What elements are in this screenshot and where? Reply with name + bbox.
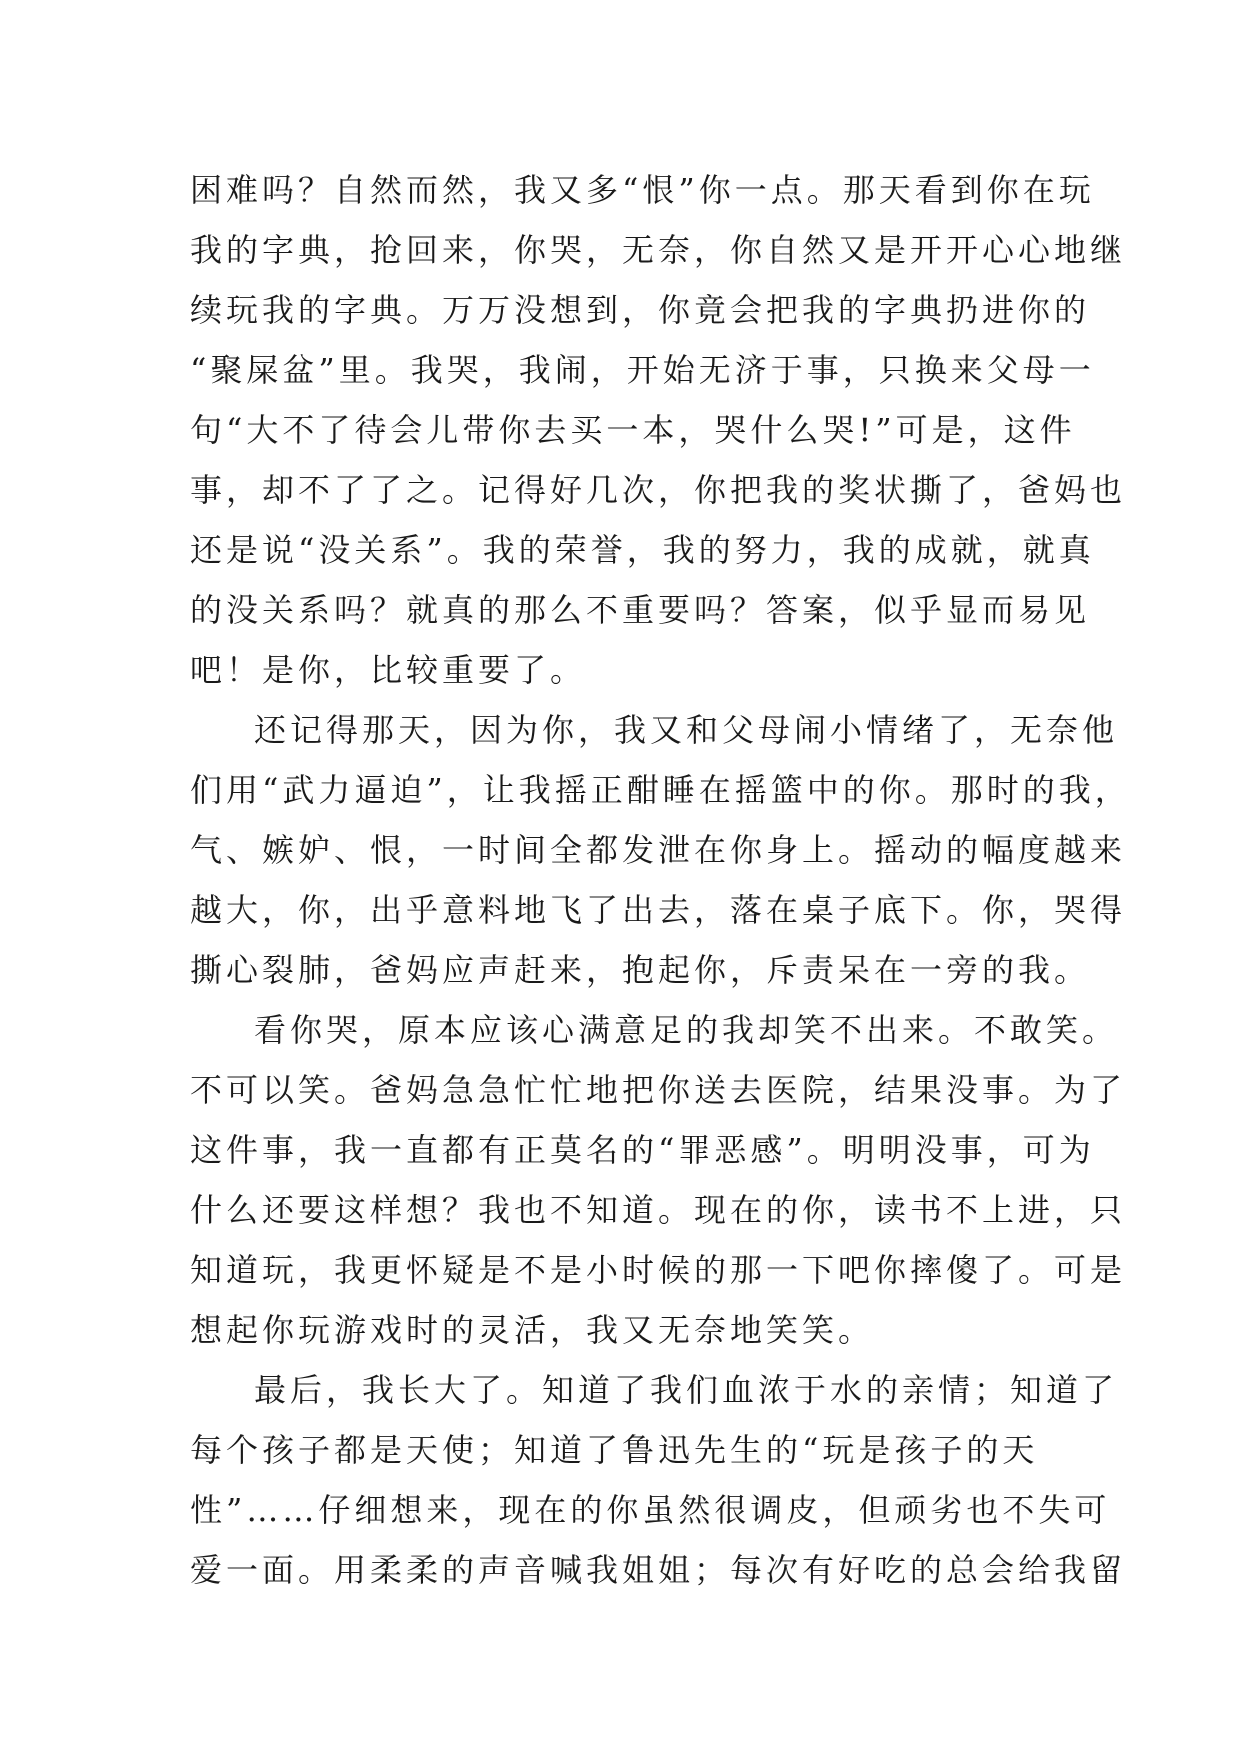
text-line: “聚屎盆”里。我哭，我闹，开始无济于事，只换来父母一 <box>190 351 1095 389</box>
text-line: 最后，我长大了。知道了我们血浓于水的亲情；知道了 <box>254 1371 1119 1409</box>
text-line: 还是说“没关系”。我的荣誉，我的努力，我的成就，就真 <box>190 531 1095 569</box>
text-line: 不可以笑。爸妈急急忙忙地把你送去医院，结果没事。为了 <box>190 1071 1127 1109</box>
text-line: 们用“武力逼迫”，让我摇正酣睡在摇篮中的你。那时的我， <box>190 771 1131 809</box>
text-line: 想起你玩游戏时的灵活，我又无奈地笑笑。 <box>190 1311 875 1349</box>
text-line: 的没关系吗？就真的那么不重要吗？答案，似乎显而易见 <box>190 591 1091 629</box>
text-line: 困难吗？自然而然，我又多“恨”你一点。那天看到你在玩 <box>190 171 1095 209</box>
text-line: 每个孩子都是天使；知道了鲁迅先生的“玩是孩子的天 <box>190 1431 1039 1469</box>
text-line: 知道玩，我更怀疑是不是小时候的那一下吧你摔傻了。可是 <box>190 1251 1127 1289</box>
text-line: 什么还要这样想？我也不知道。现在的你，读书不上进，只 <box>190 1191 1127 1229</box>
text-line: 事，却不了了之。记得好几次，你把我的奖状撕了，爸妈也 <box>190 471 1127 509</box>
text-line: 看你哭，原本应该心满意足的我却笑不出来。不敢笑。 <box>254 1011 1119 1049</box>
text-line: 性”……仔细想来，现在的你虽然很调皮，但顽劣也不失可 <box>190 1491 1111 1529</box>
text-line: 还记得那天，因为你，我又和父母闹小情绪了，无奈他 <box>254 711 1119 749</box>
text-line: 吧！是你，比较重要了。 <box>190 651 587 689</box>
text-line: 这件事，我一直都有正莫名的“罪恶感”。明明没事，可为 <box>190 1131 1095 1169</box>
text-line: 续玩我的字典。万万没想到，你竟会把我的字典扔进你的 <box>190 291 1091 329</box>
text-line: 越大，你，出乎意料地飞了出去，落在桌子底下。你，哭得 <box>190 891 1127 929</box>
text-line: 爱一面。用柔柔的声音喊我姐姐；每次有好吃的总会给我留 <box>190 1551 1127 1589</box>
text-line: 撕心裂肺，爸妈应声赶来，抱起你，斥责呆在一旁的我。 <box>190 951 1091 989</box>
text-line: 句“大不了待会儿带你去买一本，哭什么哭!”可是，这件 <box>190 411 1076 449</box>
text-line: 气、嫉妒、恨，一时间全都发泄在你身上。摇动的幅度越来 <box>190 831 1127 869</box>
body-text <box>190 160 1131 1600</box>
text-line: 我的字典，抢回来，你哭，无奈，你自然又是开开心心地继 <box>190 231 1127 269</box>
